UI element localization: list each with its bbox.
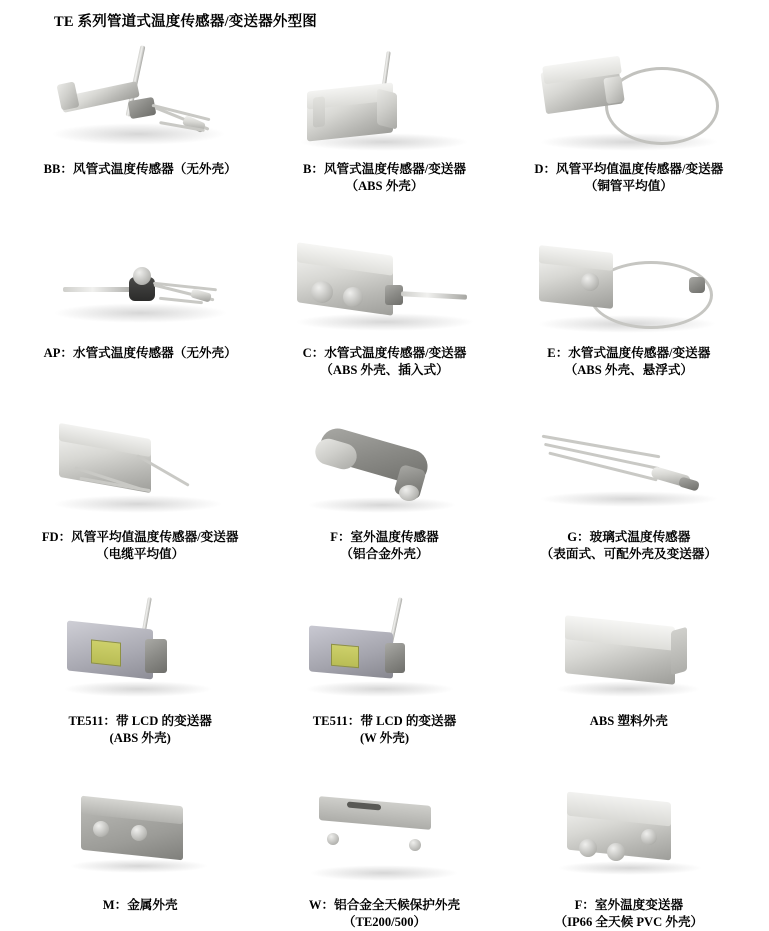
caption-line2: （IP66 全天候 PVC 外壳） [554,915,704,929]
product-image-bb [33,37,248,155]
product-cell-b [262,37,506,195]
product-cell-m [18,773,262,931]
caption-line2: （ABS 外壳、插入式） [320,363,449,377]
product-caption-te511-abs [68,713,211,747]
caption-line1: TE511：带 LCD 的变送器 [312,714,457,728]
caption-line1: G：玻璃式温度传感器 [567,530,691,544]
caption-line1: ABS 塑料外壳 [589,714,668,728]
product-image-fd [33,405,248,523]
product-caption-d [534,161,723,195]
caption-line2: （TE200/500） [342,915,427,929]
product-image-d [521,37,736,155]
caption-line2: （铝合金外壳） [340,547,429,561]
caption-line1: M：金属外壳 [102,898,178,912]
product-image-e [521,221,736,339]
caption-line2: (W 外壳) [359,731,410,745]
product-cell-f-pvc [507,773,751,931]
product-image-c [277,221,492,339]
product-caption-g [541,529,717,563]
caption-line2: （铜管平均值） [584,179,673,193]
product-image-abs [521,589,736,707]
caption-line2: （ABS 外壳、悬浮式） [564,363,694,377]
product-caption-fd [42,529,239,563]
product-cell-bb [18,37,262,195]
caption-line1: B：风管式温度传感器/变送器 [302,162,466,176]
product-caption-b [303,161,466,195]
product-image-w [277,773,492,891]
caption-line2: （表面式、可配外壳及变送器） [540,547,717,561]
caption-line1: D：风管平均值温度传感器/变送器 [534,162,724,176]
product-caption-bb [44,161,237,178]
product-image-ap [33,221,248,339]
page-title: TE 系列管道式温度传感器/变送器外型图 [54,14,317,30]
caption-line1: F：室外温度变送器 [574,898,684,912]
product-image-b [277,37,492,155]
product-cell-te511-w [262,589,506,747]
product-image-g [521,405,736,523]
product-caption-w [309,897,460,931]
product-cell-d [507,37,751,195]
product-cell-fd [18,405,262,563]
product-caption-c [303,345,467,379]
caption-line2: （ABS 外壳） [345,179,424,193]
caption-line1: BB：风管式温度传感器（无外壳） [43,162,237,176]
product-cell-ap [18,221,262,379]
caption-line2: （电缆平均值） [96,547,185,561]
product-cell-te511-abs [18,589,262,747]
product-caption-te511-w [313,713,456,747]
product-cell-g [507,405,751,563]
product-caption-e [547,345,710,379]
caption-line1: F：室外温度传感器 [330,530,439,544]
caption-line1: E：水管式温度传感器/变送器 [547,346,711,360]
product-cell-e [507,221,751,379]
product-image-te511-abs [33,589,248,707]
caption-line1: FD：风管平均值温度传感器/变送器 [41,530,239,544]
product-caption-abs [590,713,668,730]
product-caption-f-pvc [554,897,703,931]
product-cell-f-outdoor [262,405,506,563]
product-caption-m [103,897,178,914]
product-image-te511-w [277,589,492,707]
caption-line1: C：水管式温度传感器/变送器 [302,346,467,360]
caption-line2: (ABS 外壳) [109,731,171,745]
product-caption-f-outdoor [330,529,438,563]
product-cell-c [262,221,506,379]
product-image-f-pvc [521,773,736,891]
product-cell-abs [507,589,751,747]
product-caption-ap [44,345,237,362]
caption-line1: TE511：带 LCD 的变送器 [68,714,212,728]
caption-line1: AP：水管式温度传感器（无外壳） [43,346,237,360]
product-grid [18,37,751,931]
product-image-m [33,773,248,891]
product-cell-w [262,773,506,931]
caption-line1: W：铝合金全天候保护外壳 [308,898,461,912]
product-image-f-outdoor [277,405,492,523]
